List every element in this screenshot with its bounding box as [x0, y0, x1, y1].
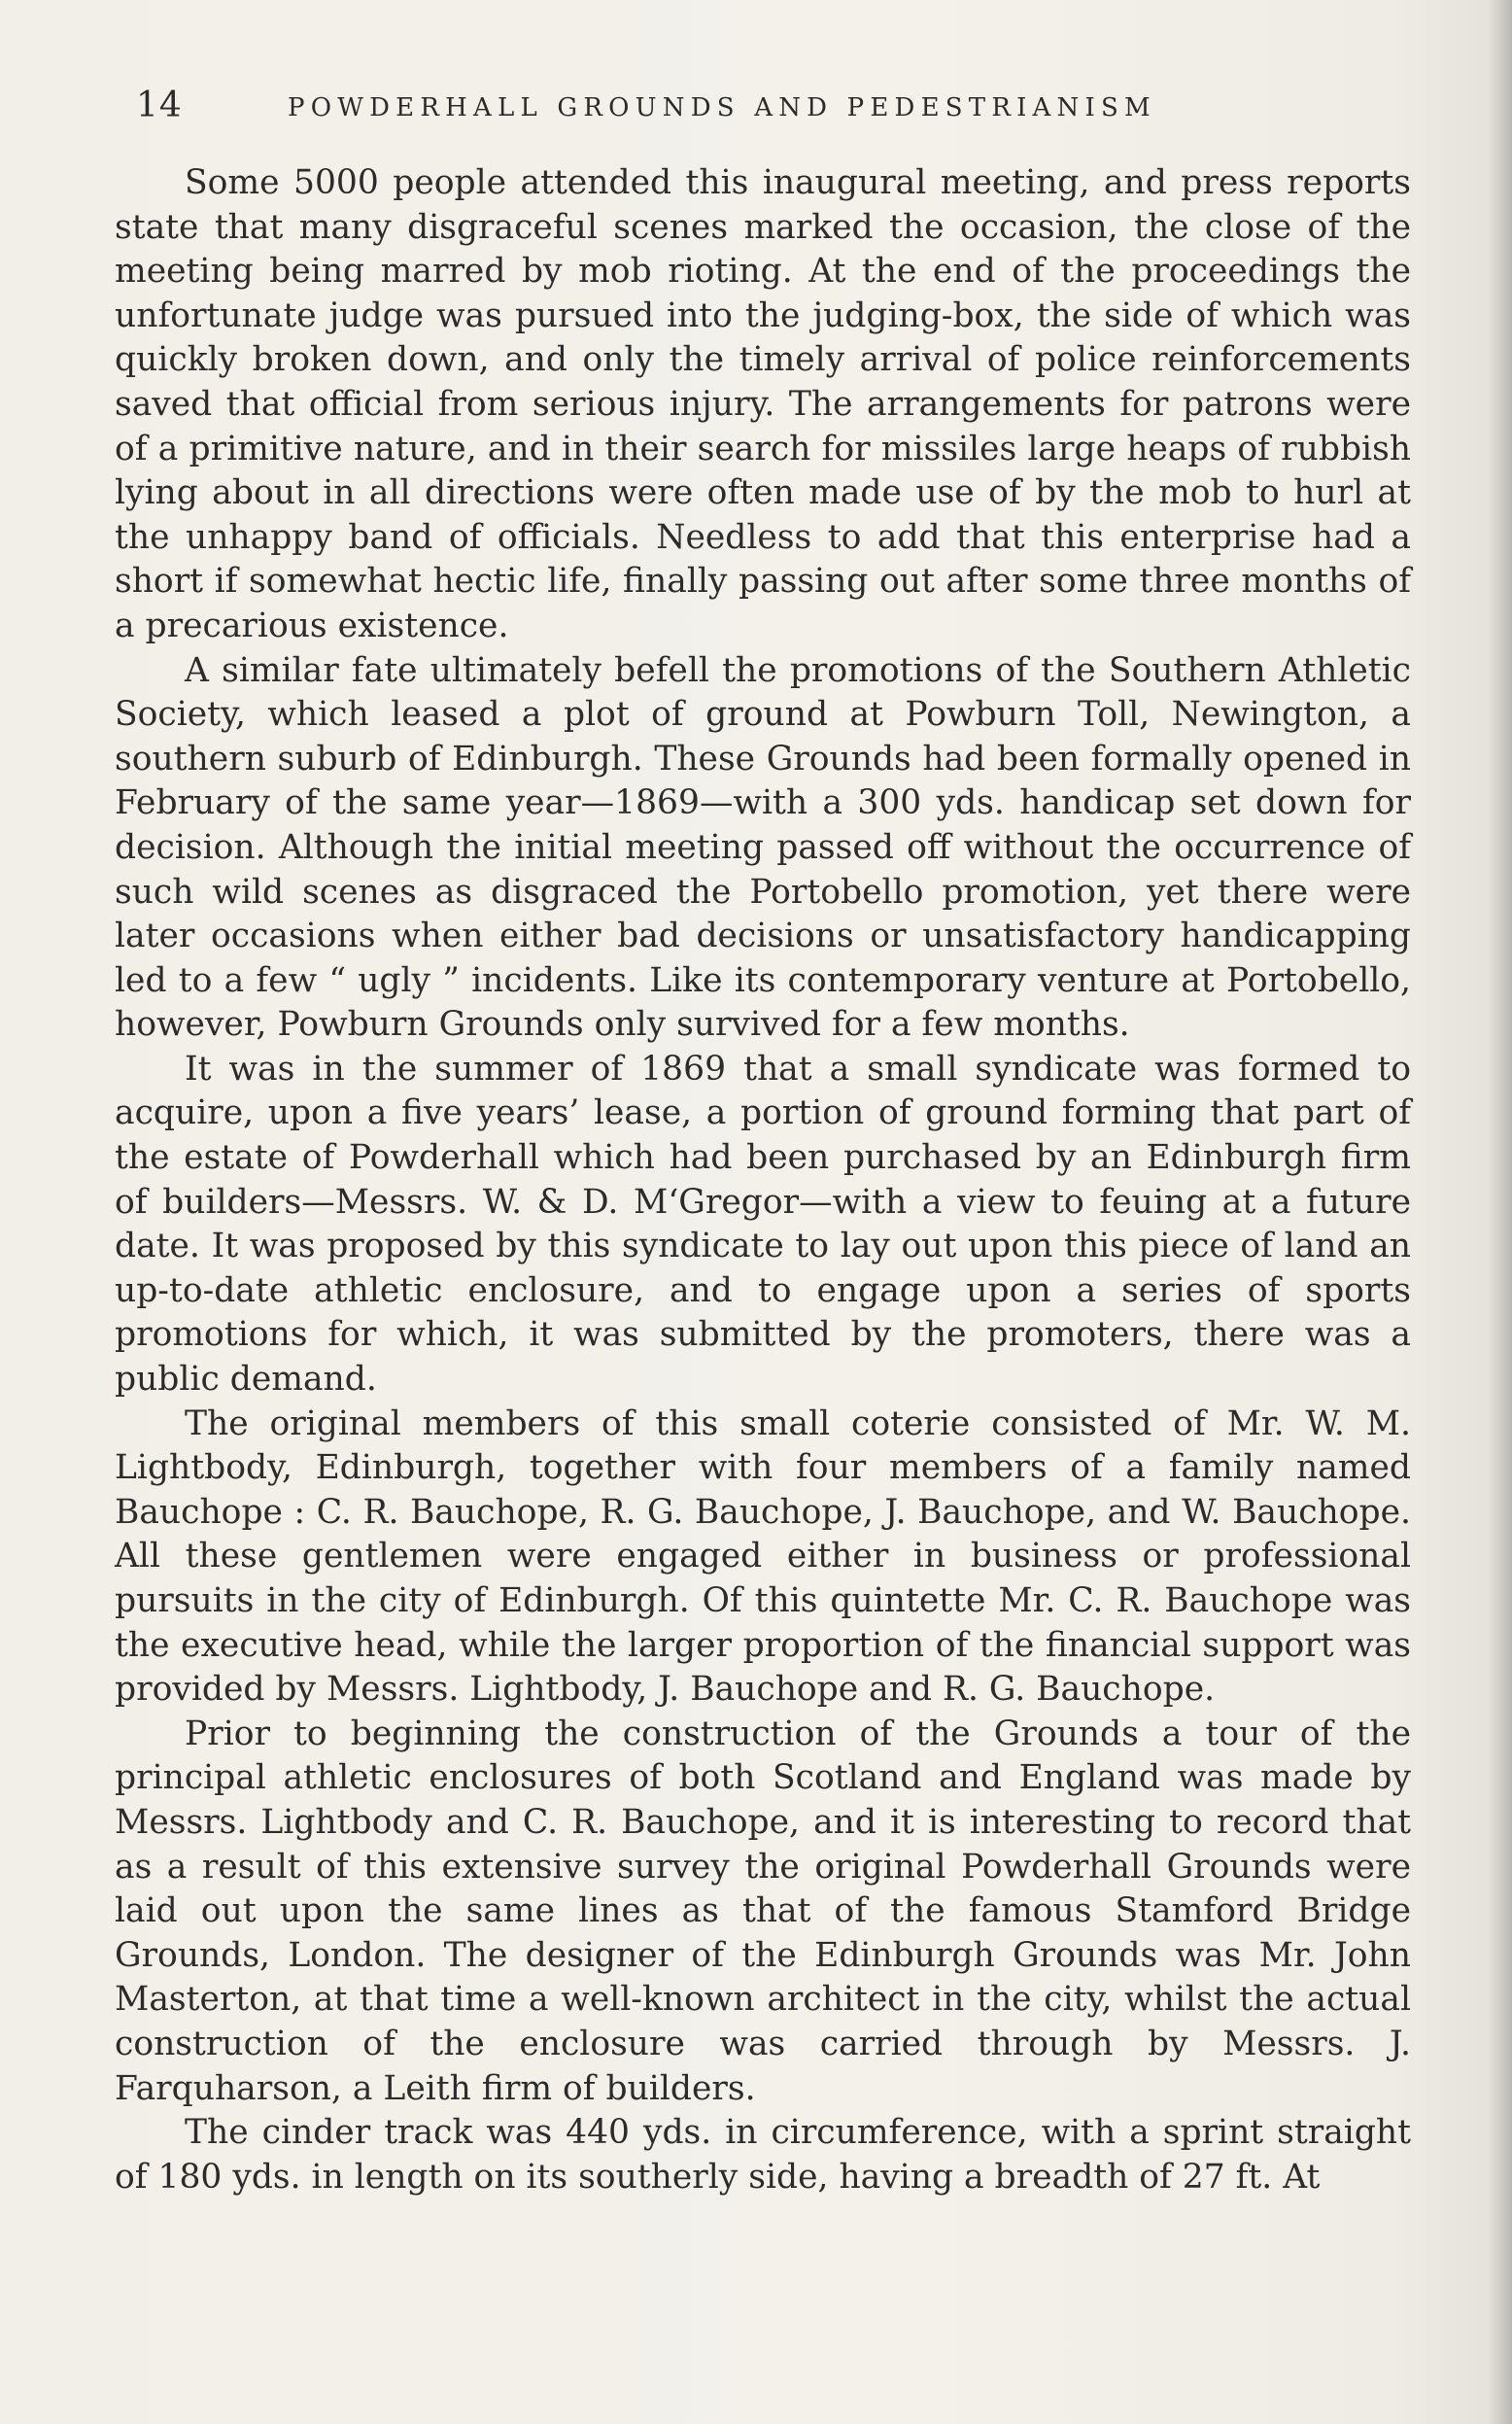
paragraph: The original members of this small coterie consisted of Mr. W. M. Lightbody, Edinburgh, together with four members of a family named Bauchope : C. R. Bauchope, R. G. Bauchope, J. Bauchope, and W. Bauchope. All these gentlemen were engaged either in business or professional pursuits in the city of Edinburgh. Of this quintette Mr. C. R. Bauchope was the executive head, while the larger proportion of the financial support was provided by Messrs. Lightbody, J. Bauchope and R. G. Bauchope.	[115, 1403, 1411, 1710]
running-title: POWDERHALL GROUNDS AND PEDESTRIANISM	[288, 93, 1156, 122]
page-edge-shadow	[1487, 0, 1512, 2424]
paragraph: The cinder track was 440 yds. in circumference, with a sprint straight of 180 yds. in length on its southerly side, having a breadth of 27 ft. At	[115, 2113, 1411, 2197]
paragraph: It was in the summer of 1869 that a small syndicate was formed to acquire, upon a five years’ lease, a portion of ground forming that part of the estate of Powderhall which had been purchased by an Edinburgh firm of builders—Messrs. W. & D. M‘Gregor—with a view to feuing at a future date. It was proposed by this syndicate to lay out upon this piece of land an up-to-date athletic enclosure, and to engage upon a series of sports promotions for which, it was submitted by the promoters, there was a public demand.	[115, 1049, 1411, 1400]
paragraph: Some 5000 people attended this inaugural meeting, and press reports state that many disgraceful scenes marked the occasion, the close of the meeting being marred by mob rioting. At the end of the proceedings the unfortunate judge was pursued into the judging-box, the side of which was quickly broken down, and only the timely arrival of police reinforcements saved that official from serious injury. The arrangements for patrons were of a primitive nature, and in their search for missiles large heaps of rubbish lying about in all directions were often made use of by the mob to hurl at the unhappy band of officials. Needless to add that this enterprise had a short if somewhat hectic life, finally passing out after some three months of a precarious existence.	[115, 163, 1411, 645]
paragraph: A similar fate ultimately befell the promotions of the Southern Athletic Society, which leased a plot of ground at Powburn Toll, Newington, a southern suburb of Edinburgh. These Grounds had been formally opened in February of the same year—1869—with a 300 yds. handicap set down for decision. Although the initial meeting passed off without the occurrence of such wild scenes as disgraced the Portobello promotion, yet there were later occasions when either bad decisions or unsatisfactory handicapping led to a few “ ugly ” incidents. Like its contemporary venture at Portobello, however, Powburn Grounds only survived for a few months.	[115, 650, 1411, 1045]
body-text	[115, 161, 1411, 2199]
page-header	[136, 86, 1380, 132]
page-number: 14	[136, 86, 183, 125]
paragraph: Prior to beginning the construction of the Grounds a tour of the principal athletic enclosures of both Scotland and England was made by Messrs. Lightbody and C. R. Bauchope, and it is interesting to record that as a result of this extensive survey the original Powderhall Grounds were laid out upon the same lines as that of the famous Stamford Bridge Grounds, London. The designer of the Edinburgh Grounds was Mr. John Masterton, at that time a well-known architect in the city, whilst the actual construction of the enclosure was carried through by Messrs. J. Farquharson, a Leith firm of builders.	[115, 1714, 1411, 2108]
